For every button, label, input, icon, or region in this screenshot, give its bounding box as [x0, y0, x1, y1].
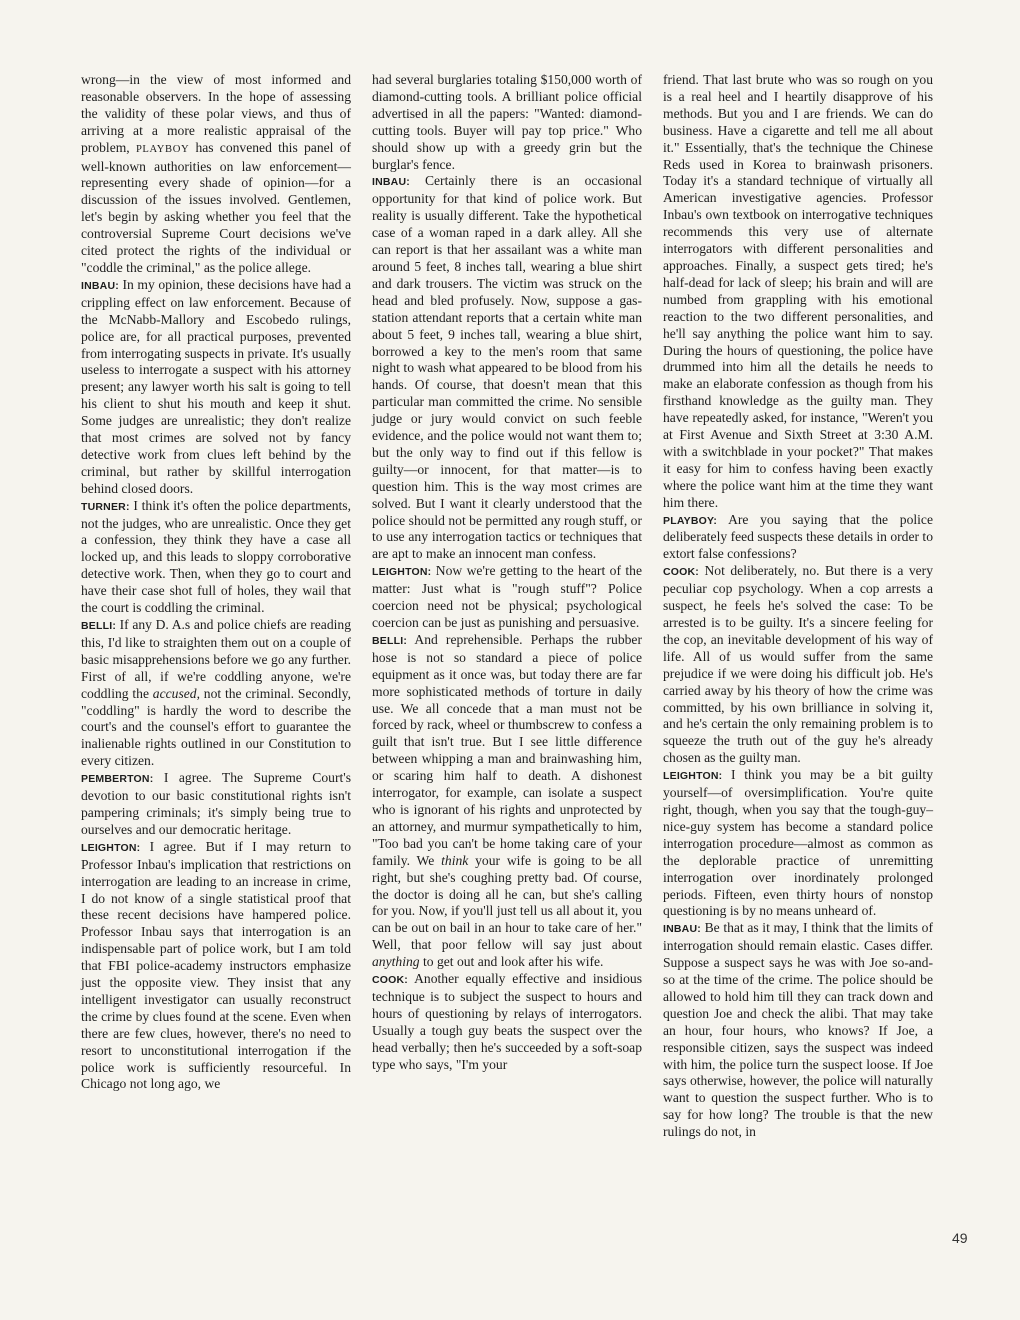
column-lead: wrong—in the view of most informed and reasonable observers. In the hope of assessing the validity of these polar views, and thus of arriving at a more realistic appraisal of the problem, PLAYBOY has convened this panel of well-known authorities on law enforcement—representing every shade of opinion—for a discussion of the issues involved. Gentlemen, let's begin by asking whether you feel that the controversial Supreme Court decisions we've cited protect the rights of the individual or "coddle the criminal," as the police allege. [81, 72, 351, 275]
publication-name: PLAYBOY [135, 143, 190, 155]
speaker-label: LEIGHTON: [663, 770, 723, 783]
speaker-label: COOK: [372, 974, 408, 987]
speaker-label: LEIGHTON: [81, 841, 141, 854]
column-2 [372, 72, 642, 1073]
speaker-label: INBAU: [81, 279, 119, 292]
paragraph: PLAYBOY: Are you saying that the police deliberately feed suspects these details in order to extort false confessions? [663, 511, 933, 562]
paragraph: COOK: Not deliberately, no. But there is a very peculiar cop psychology. When a cop arrests a suspect, he feels he's solved the case: To be arrested is to be guilty. It's a sincere feeling for the cop, an inevitable development of his way of life. All of us would suffer from the same prejudice if we were doing his difficult job. He's carried away by his theory of how the crime was committed, by his own brilliance in solving it, and he's certain the only remaining problem is to squeeze the truth out of the guy he's already chosen as the guilty man. [663, 563, 933, 766]
column-3 [663, 72, 933, 1141]
paragraph: COOK: Another equally effective and insidious technique is to subject the suspect to hours and hours of questioning by relays of interrogators. Usually a tough guy beats the suspect over the head verbally; then he's succeeded by a soft-soap type who says, "I'm your [372, 971, 642, 1072]
speaker-label: INBAU: [663, 923, 701, 936]
paragraph: TURNER: I think it's often the police departments, not the judges, who are unrealistic. Once they get a confession, they think they have a case all locked up, and this leads to sloppy corroborative detective work. Then, when they go to court and have their case shot full of holes, they wail that the court is coddling the criminal. [81, 497, 351, 616]
speaker-label: BELLI: [81, 620, 117, 632]
paragraph: LEIGHTON: I agree. But if I may return to Professor Inbau's implication that restrictions on interrogation are leading to an increase in crime, I do not know of a single statistical proof that these recent decisions have hampered police. Professor Inbau says that interrogation is an indispensable part of police work, but I am told that FBI police-academy instructors emphasize just the opposite view. They insist that any intelligent investigator can usually reconstruct the crime by clues found at the scene. Even when there are few clues, however, there's no need to resort to unconstitutional interrogation if the police work is sufficiently resourceful. In Chicago not long ago, we [81, 838, 351, 1092]
column-lead: friend. That last brute who was so rough on you is a real heel and I heartily disapprove of his methods. But you and I are friends. We can do business. Have a cigarette and tell me all about it." Essentially, that's the technique the Chinese Reds used in Korea to brainwash prisoners. Today it's a standard technique of virtually all American investigative agencies. Professor Inbau's own textbook on interrogative techniques recommends this very use of alternate interrogators with different personalities and approaches. Finally, a suspect gets tired; he's half-dead for lack of sleep; his brain and will are numbed from grappling with his emotional reaction to the two different personalities, and he'll say anything the police want him to say. During the hours of questioning, the police have drummed into him all the details he needs to make an elaborate confession as though from his firsthand knowledge as the guilty man. They have repeatedly asked, for instance, "Weren't you at First Avenue and Sixth Street at 3:30 A.M. with a switchblade in your pocket?" That makes it easy for him to confess having been exactly where the police want him at the time they want him there. [663, 72, 933, 510]
paragraph: LEIGHTON: Now we're getting to the heart of the matter: Just what is "rough stuff"? Police coercion need not be physical; psychological coercion can be just as punishing and persuasive. [372, 563, 642, 630]
paragraph: INBAU: In my opinion, these decisions have had a crippling effect on law enforcement. Because of the McNabb-Mallory and Escobedo rulings, police are, for all practical purposes, prevented from interrogating suspects in private. It's usually useless to interrogate a suspect with his attorney present; any lawyer worth his salt is going to tell his client to shut his mouth and keep it shut. Some judges are unrealistic; they don't realize that most crimes are solved not by fancy detective work from clues left behind by the criminal, but rather by skillful interrogation behind closed doors. [81, 276, 351, 496]
paragraph: BELLI: And reprehensible. Perhaps the rubber hose is not so standard a piece of police equipment as it once was, but today there are far more sophisticated methods of torture in daily use. We all concede that a man must not be forced by rack, wheel or thumbscrew to confess a guilt that isn't true. But I see little difference between whipping a man and brainwashing him, or scaring him half to death. A dishonest interrogator, for example, can isolate a suspect who is ignorant of his rights and unprotected by an attorney, and murmur sympathetically to him, "Too bad you can't be home taking care of your family. We think your wife is going to be all right, but she's coughing pretty bad. Of course, the doctor is doing all he can, but she's calling for you. Now, if you'll just tell us all about it, you can be out on bail in an hour to take care of her." Well, that poor fellow will say just about anything to get out and look after his wife. [372, 631, 642, 970]
paragraph: LEIGHTON: I think you may be a bit guilty yourself—of oversimplification. You're quite right, though, when you say that the tough-guy–nice-guy system has become a standard police interrogation procedure—almost as common as the deplorable practice of unremitting interrogation over inordinately prolonged periods. Fifteen, even thirty hours of nonstop questioning is by no means unheard of. [663, 767, 933, 919]
page-number: 49 [952, 1230, 968, 1246]
speaker-label: TURNER: [81, 500, 130, 513]
speaker-label: INBAU: [372, 176, 410, 189]
speaker-label: LEIGHTON: [372, 566, 432, 579]
paragraph: PEMBERTON: I agree. The Supreme Court's devotion to our basic constitutional rights isn't pampering criminals; it's simply being true to ourselves and our democratic heritage. [81, 770, 351, 837]
speaker-label: COOK: [663, 566, 699, 579]
paragraph: BELLI: If any D. A.s and police chiefs are reading this, I'd like to straighten them out on a couple of basic misapprehensions before we go any further. First of all, if we're coddling anyone, we're coddling the accused, not the criminal. Secondly, "coddling" is hardly the word to describe the court's and the counsel's effort to guarantee the inalienable rights outlined in our Constitution to every citizen. [81, 617, 351, 769]
paragraph: INBAU: Certainly there is an occasional opportunity for that kind of police work. But reality is usually different. Take the hypothetical case of a woman raped in a dark alley. All she can report is that her assailant was a white man around 5 feet, 8 inches tall, wearing a blue shirt and dark trousers. The victim was struck on the head and bled profusely. Now, suppose a gas-station attendant reports that a certain white man about 5 feet, 9 inches tall, wearing a blue shirt, borrowed a key to the men's room that same night to wash what appeared to be blood from his hands. Of course, that doesn't mean that this particular man committed the crime. No sensible judge or jury would convict on such feeble evidence, and the police would not want them to; but the only way to find out if this fellow is guilty—or innocent, for that matter—is to question him. This is the way most crimes are solved. But I want it clearly understood that the police should not be permitted any rough stuff, or to use any interrogation tactics or techniques that are apt to make an innocent man confess. [372, 173, 642, 562]
paragraph: INBAU: Be that as it may, I think that the limits of interrogation should remain elastic. Cases differ. Suppose a suspect says he was with Joe so-and-so at the time of the crime. The police should be allowed to hold him till they can track down and question Joe and check the alibi. That may take an hour, four hours, who knows? If Joe, a responsible citizen, says the suspect was indeed with him, the police turn the suspect loose. If Joe says otherwise, however, the police will naturally want to question the suspect further. Who is to say for how long? The trouble is that the new rulings do not, in [663, 920, 933, 1140]
speaker-label: PLAYBOY: [663, 514, 718, 527]
column-1 [81, 72, 351, 1093]
speaker-label: BELLI: [372, 634, 408, 647]
column-lead: had several burglaries totaling $150,000 worth of diamond-cutting tools. A brilliant police official advertised in all the papers: "Wanted: diamond-cutting tools. Buyer will pay top price." Who should show up with a greedy grin but the burglar's fence. [372, 72, 642, 172]
speaker-label: PEMBERTON: [81, 773, 154, 786]
